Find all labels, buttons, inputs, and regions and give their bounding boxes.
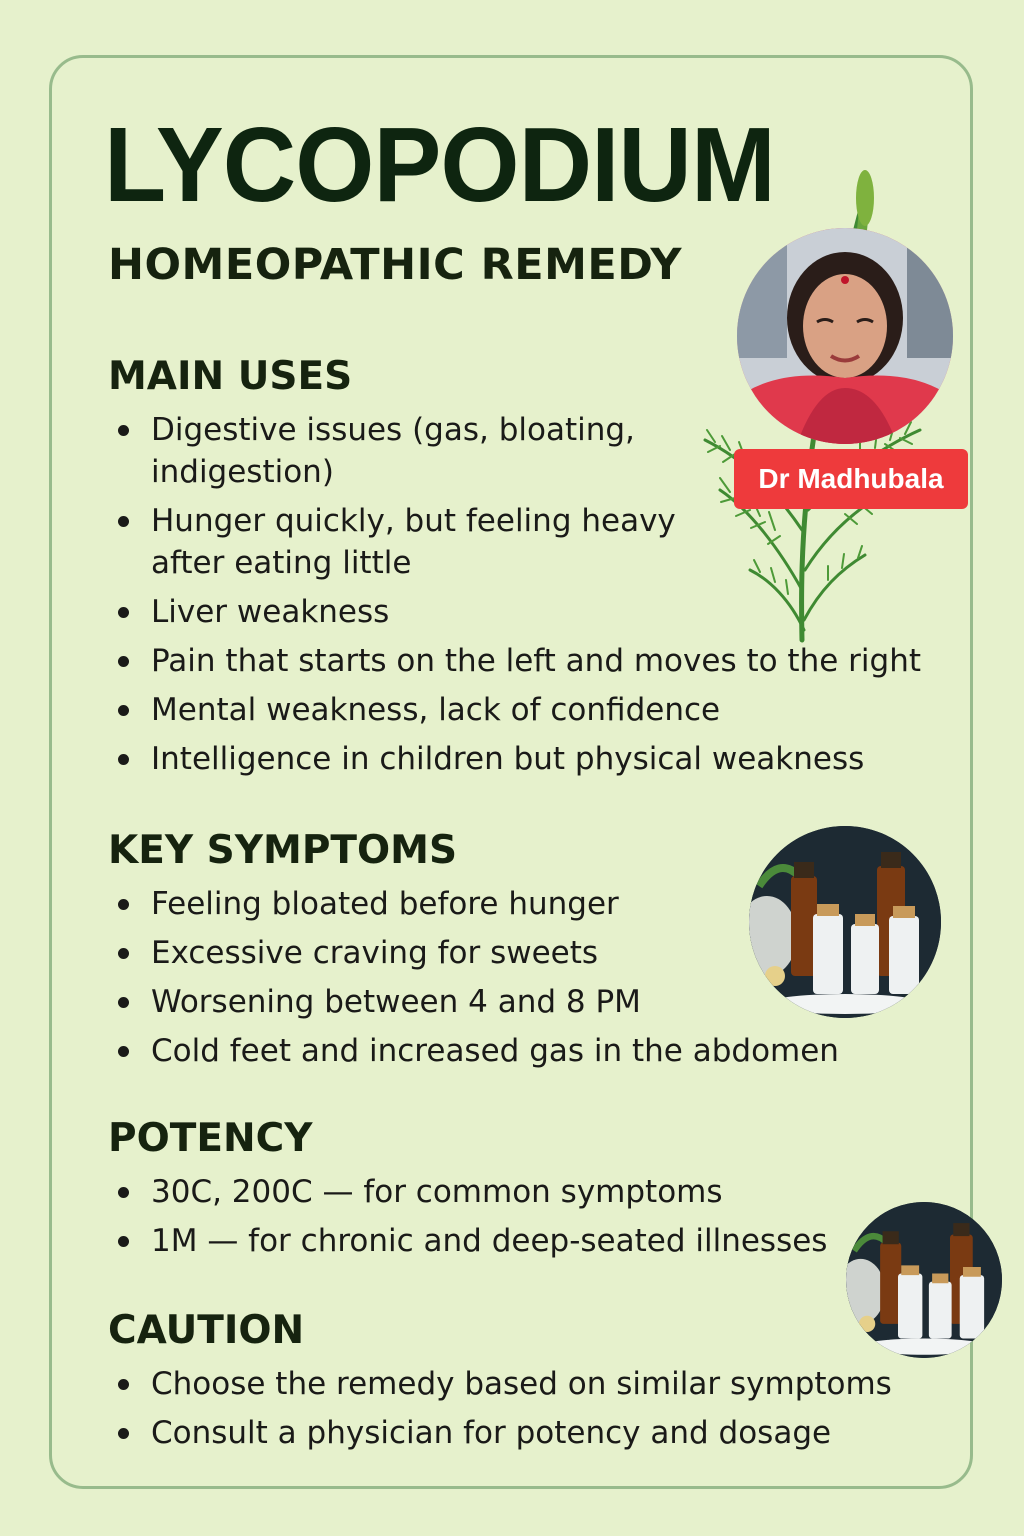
list-item: Liver weakness	[108, 591, 938, 633]
caution-section	[108, 1310, 908, 1461]
list-item: Feeling bloated before hunger	[108, 883, 908, 925]
main-uses-heading: MAIN USES	[108, 354, 353, 399]
list-item: Mental weakness, lack of confidence	[108, 689, 938, 731]
list-item: 30C, 200C — for common symptoms	[108, 1171, 868, 1213]
page-title: LYCOPODIUM	[104, 106, 775, 224]
list-item: Pain that starts on the left and moves to the right	[108, 640, 938, 682]
list-item: Worsening between 4 and 8 PM	[108, 981, 908, 1023]
page-subtitle: HOMEOPATHIC REMEDY	[108, 240, 682, 290]
key-symptoms-list	[108, 883, 908, 1072]
key-symptoms-heading: KEY SYMPTOMS	[108, 828, 458, 873]
list-item: Intelligence in children but physical weakness	[108, 738, 938, 780]
list-item: Cold feet and increased gas in the abdomen	[108, 1030, 908, 1072]
caution-heading: CAUTION	[108, 1308, 305, 1353]
potency-section	[108, 1118, 868, 1269]
list-item: Choose the remedy based on similar symptoms	[108, 1363, 908, 1405]
main-uses-list	[108, 409, 938, 780]
list-item: 1M — for chronic and deep-seated illnesses	[108, 1220, 868, 1262]
doctor-name-badge: Dr Madhubala	[734, 449, 968, 509]
key-symptoms-section	[108, 830, 908, 1079]
potency-list	[108, 1171, 868, 1262]
list-item: Excessive craving for sweets	[108, 932, 908, 974]
caution-list	[108, 1363, 908, 1454]
list-item: Digestive issues (gas, bloating, indigestion)	[108, 409, 691, 493]
list-item: Hunger quickly, but feeling heavy after eating little	[108, 500, 691, 584]
list-item: Consult a physician for potency and dosage	[108, 1412, 908, 1454]
main-uses-section	[108, 356, 938, 787]
potency-heading: POTENCY	[108, 1116, 313, 1161]
